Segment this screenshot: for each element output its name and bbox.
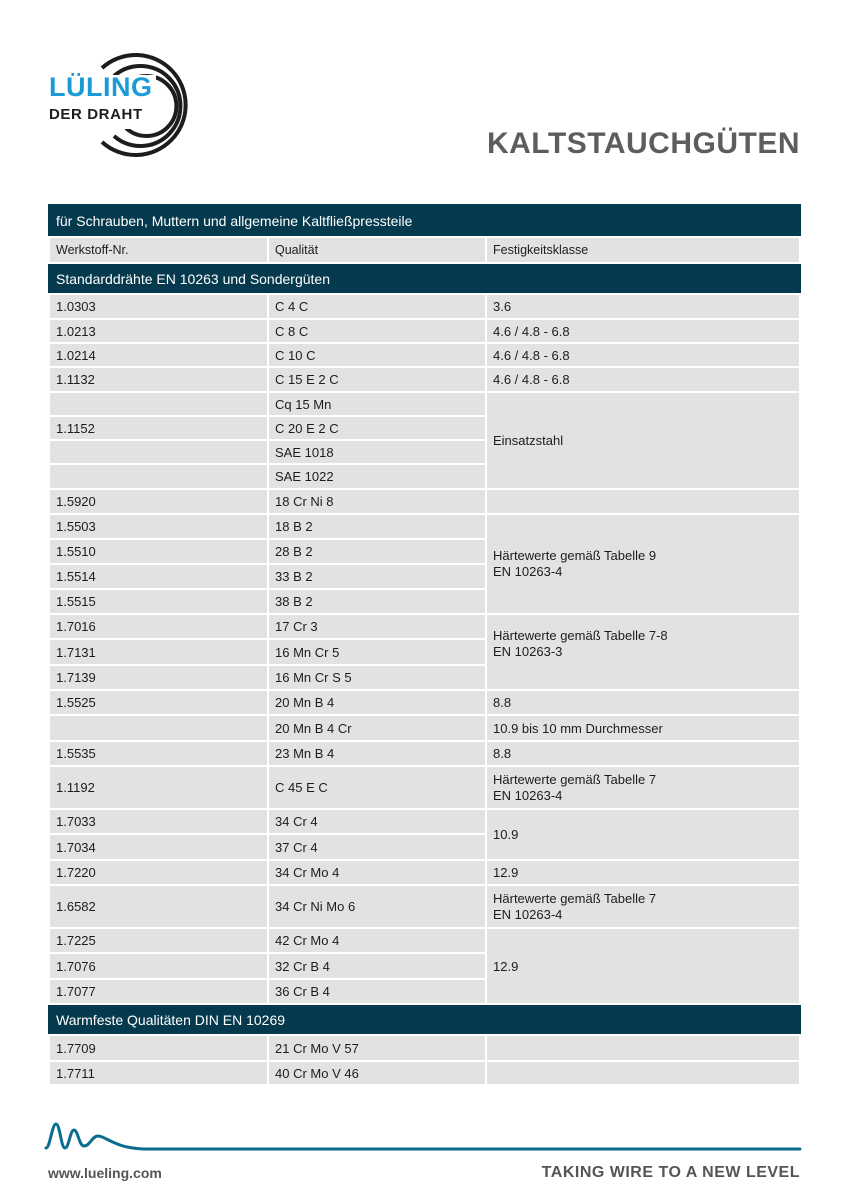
footer-slogan: TAKING WIRE TO A NEW LEVEL xyxy=(541,1164,800,1181)
section-title-warmfest: Warmfeste Qualitäten DIN EN 10269 xyxy=(49,1004,800,1035)
cell-festigkeit: 3.6 xyxy=(486,294,800,319)
table-row xyxy=(49,294,800,319)
table-row xyxy=(49,1035,800,1061)
cell-werkstoff: 1.7033 xyxy=(49,809,268,834)
section-title-standard: Standarddrähte EN 10263 und Sondergüten xyxy=(49,263,800,294)
header-festigkeit: Festigkeitsklasse xyxy=(486,237,800,263)
cell-qualitaet: 18 B 2 xyxy=(268,514,486,539)
wire-wave-icon xyxy=(44,1118,804,1154)
cell-festigkeit xyxy=(486,1035,800,1061)
cell-qualitaet: 33 B 2 xyxy=(268,564,486,589)
cell-werkstoff xyxy=(49,464,268,489)
table-row xyxy=(49,860,800,885)
cell-werkstoff: 1.0303 xyxy=(49,294,268,319)
cell-werkstoff: 1.1132 xyxy=(49,367,268,392)
cell-qualitaet: 34 Cr 4 xyxy=(268,809,486,834)
cell-festigkeit xyxy=(486,614,800,690)
cell-festigkeit: 12.9 xyxy=(486,860,800,885)
cell-qualitaet: C 4 C xyxy=(268,294,486,319)
table-row xyxy=(49,741,800,766)
table-row xyxy=(49,614,800,639)
table-row xyxy=(49,690,800,715)
festigkeit-line: Härtewerte gemäß Tabelle 7 xyxy=(493,771,657,787)
cell-qualitaet: 21 Cr Mo V 57 xyxy=(268,1035,486,1061)
cell-werkstoff: 1.5515 xyxy=(49,589,268,614)
cell-qualitaet: C 45 E C xyxy=(268,766,486,809)
cell-qualitaet: 38 B 2 xyxy=(268,589,486,614)
cell-werkstoff: 1.5514 xyxy=(49,564,268,589)
table-row xyxy=(49,319,800,343)
table-row xyxy=(49,715,800,741)
cell-qualitaet: 18 Cr Ni 8 xyxy=(268,489,486,514)
cell-festigkeit: 4.6 / 4.8 - 6.8 xyxy=(486,319,800,343)
logo-text-tagline: DER DRAHT xyxy=(49,106,143,123)
festigkeit-line: EN 10263-4 xyxy=(493,906,563,922)
cell-werkstoff: 1.7139 xyxy=(49,665,268,690)
cell-werkstoff: 1.7709 xyxy=(49,1035,268,1061)
cell-festigkeit xyxy=(486,885,800,928)
cell-qualitaet: 16 Mn Cr S 5 xyxy=(268,665,486,690)
cell-werkstoff: 1.7034 xyxy=(49,834,268,860)
cell-werkstoff: 1.5920 xyxy=(49,489,268,514)
table-row xyxy=(49,766,800,809)
table-row xyxy=(49,885,800,928)
cell-qualitaet: 42 Cr Mo 4 xyxy=(268,928,486,953)
footer-url: www.lueling.com xyxy=(48,1165,162,1181)
cell-festigkeit xyxy=(486,489,800,514)
table-row xyxy=(49,928,800,953)
page-title: KALTSTAUCHGÜTEN xyxy=(486,127,800,160)
festigkeit-line: Härtewerte gemäß Tabelle 7-8 xyxy=(493,628,668,643)
cell-werkstoff: 1.5525 xyxy=(49,690,268,715)
table-row xyxy=(49,392,800,416)
festigkeit-line: Härtewerte gemäß Tabelle 9 xyxy=(493,548,657,563)
cell-qualitaet: 34 Cr Mo 4 xyxy=(268,860,486,885)
cell-qualitaet: 34 Cr Ni Mo 6 xyxy=(268,885,486,928)
cell-qualitaet: Cq 15 Mn xyxy=(268,392,486,416)
festigkeit-line: EN 10263-4 xyxy=(493,787,563,803)
cell-werkstoff xyxy=(49,440,268,464)
cell-werkstoff: 1.7711 xyxy=(49,1061,268,1085)
section-header-row xyxy=(49,263,800,294)
logo-text-brand: LÜLING xyxy=(49,72,153,102)
cell-qualitaet: 32 Cr B 4 xyxy=(268,953,486,979)
cell-qualitaet: 23 Mn B 4 xyxy=(268,741,486,766)
cell-festigkeit: 8.8 xyxy=(486,741,800,766)
brand-logo xyxy=(46,46,206,158)
cell-werkstoff: 1.6582 xyxy=(49,885,268,928)
header-qualitaet: Qualität xyxy=(268,237,486,263)
cell-festigkeit xyxy=(486,766,800,809)
cell-qualitaet: C 8 C xyxy=(268,319,486,343)
table-row xyxy=(49,1061,800,1085)
cell-qualitaet: SAE 1018 xyxy=(268,440,486,464)
cell-qualitaet: 37 Cr 4 xyxy=(268,834,486,860)
cell-werkstoff: 1.5535 xyxy=(49,741,268,766)
cell-werkstoff: 1.0214 xyxy=(49,343,268,367)
cell-qualitaet: 20 Mn B 4 Cr xyxy=(268,715,486,741)
table-header-row xyxy=(49,237,800,263)
table-row xyxy=(49,809,800,834)
cell-festigkeit: 4.6 / 4.8 - 6.8 xyxy=(486,367,800,392)
cell-qualitaet: 28 B 2 xyxy=(268,539,486,564)
cell-werkstoff: 1.7131 xyxy=(49,639,268,665)
cell-festigkeit xyxy=(486,1061,800,1085)
festigkeit-line: EN 10263-3 xyxy=(493,644,563,659)
table-row xyxy=(49,343,800,367)
table-row xyxy=(49,367,800,392)
cell-festigkeit: 12.9 xyxy=(486,928,800,1004)
cell-werkstoff: 1.7016 xyxy=(49,614,268,639)
cell-festigkeit: 8.8 xyxy=(486,690,800,715)
cell-werkstoff: 1.1192 xyxy=(49,766,268,809)
cell-werkstoff: 1.7225 xyxy=(49,928,268,953)
cell-qualitaet: C 15 E 2 C xyxy=(268,367,486,392)
cell-qualitaet: 17 Cr 3 xyxy=(268,614,486,639)
cell-werkstoff: 1.1152 xyxy=(49,416,268,440)
cell-werkstoff: 1.7077 xyxy=(49,979,268,1004)
table-row xyxy=(49,489,800,514)
cell-qualitaet: C 10 C xyxy=(268,343,486,367)
cell-werkstoff xyxy=(49,392,268,416)
table-caption: für Schrauben, Muttern und allgemeine Kaltfließpressteile xyxy=(49,205,800,237)
cell-qualitaet: C 20 E 2 C xyxy=(268,416,486,440)
cell-qualitaet: 36 Cr B 4 xyxy=(268,979,486,1004)
cell-werkstoff: 1.0213 xyxy=(49,319,268,343)
cell-festigkeit: 10.9 xyxy=(486,809,800,860)
section-header-row xyxy=(49,1004,800,1035)
header-werkstoff: Werkstoff-Nr. xyxy=(49,237,268,263)
cell-festigkeit: 10.9 bis 10 mm Durchmesser xyxy=(486,715,800,741)
cell-qualitaet: 40 Cr Mo V 46 xyxy=(268,1061,486,1085)
cell-festigkeit xyxy=(486,514,800,614)
cell-festigkeit: 4.6 / 4.8 - 6.8 xyxy=(486,343,800,367)
cell-qualitaet: 20 Mn B 4 xyxy=(268,690,486,715)
table-caption-row xyxy=(49,205,800,237)
cell-festigkeit: Einsatzstahl xyxy=(486,392,800,489)
spec-table xyxy=(48,204,801,1086)
cell-werkstoff: 1.7220 xyxy=(49,860,268,885)
cell-werkstoff: 1.5503 xyxy=(49,514,268,539)
cell-qualitaet: SAE 1022 xyxy=(268,464,486,489)
cell-qualitaet: 16 Mn Cr 5 xyxy=(268,639,486,665)
cell-werkstoff: 1.5510 xyxy=(49,539,268,564)
festigkeit-line: EN 10263-4 xyxy=(493,564,563,579)
cell-werkstoff: 1.7076 xyxy=(49,953,268,979)
table-row xyxy=(49,514,800,539)
cell-werkstoff xyxy=(49,715,268,741)
festigkeit-line: Härtewerte gemäß Tabelle 7 xyxy=(493,890,657,906)
